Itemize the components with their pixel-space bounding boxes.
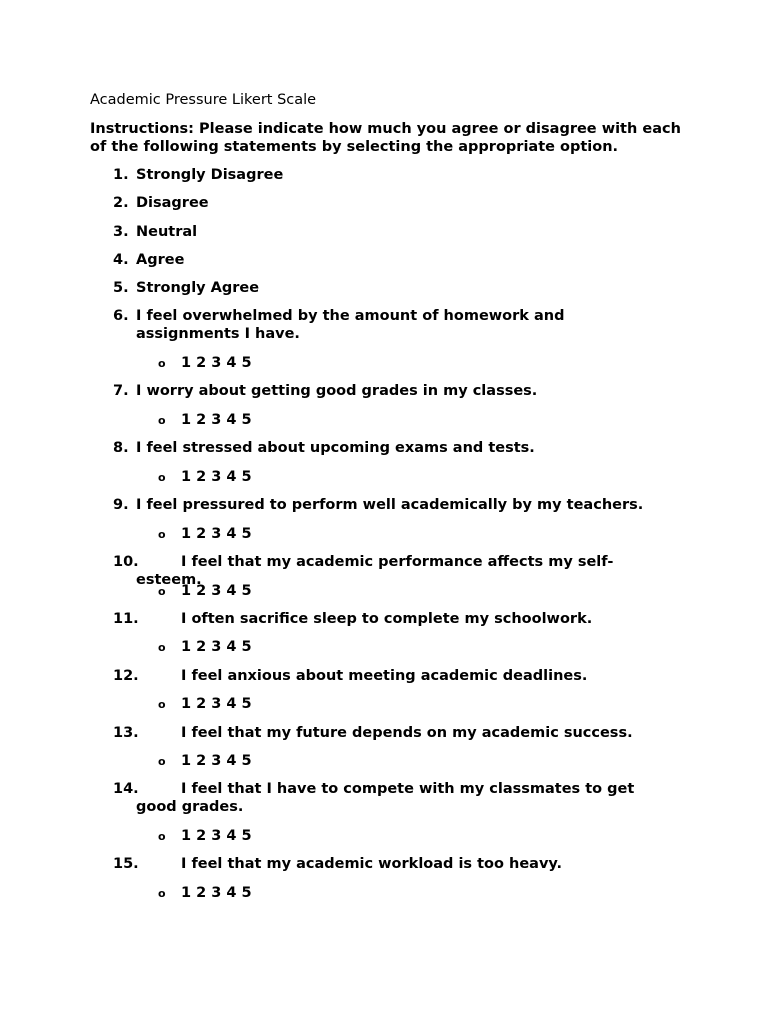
option-label: Disagree (136, 195, 209, 211)
bullet-icon: o (158, 585, 166, 598)
bullet-icon: o (158, 830, 166, 843)
rating-options: 1 2 3 4 5 (181, 753, 252, 769)
list-number: 12. (113, 668, 139, 684)
bullet-icon: o (158, 414, 166, 427)
bullet-icon: o (158, 887, 166, 900)
list-number: 10. (113, 554, 139, 570)
list-number: 11. (113, 611, 139, 627)
statement-text: I feel anxious about meeting academic deadlines. (181, 668, 588, 684)
rating-options: 1 2 3 4 5 (181, 412, 252, 428)
option-label: Agree (136, 252, 185, 268)
rating-options: 1 2 3 4 5 (181, 696, 252, 712)
rating-options: 1 2 3 4 5 (181, 469, 252, 485)
statement-text: I feel pressured to perform well academically by my teachers. (136, 497, 644, 513)
list-number: 4. (113, 252, 129, 268)
option-label: Strongly Agree (136, 280, 260, 296)
statement-text: I feel that my academic performance affects my self-esteem. (136, 554, 614, 588)
statement-text: I worry about getting good grades in my classes. (136, 383, 538, 399)
statement-text: I feel stressed about upcoming exams and tests. (136, 440, 535, 456)
option-label: Neutral (136, 224, 198, 240)
rating-options: 1 2 3 4 5 (181, 828, 252, 844)
list-number: 13. (113, 725, 139, 741)
list-number: 14. (113, 781, 139, 797)
statement-text: I feel overwhelmed by the amount of homework and assignments I have. (136, 308, 565, 342)
list-number: 15. (113, 856, 139, 872)
list-number: 5. (113, 280, 129, 296)
statement-text: I feel that my academic workload is too heavy. (181, 856, 563, 872)
rating-options: 1 2 3 4 5 (181, 639, 252, 655)
list-number: 9. (113, 497, 129, 513)
statement-text: I often sacrifice sleep to complete my schoolwork. (181, 611, 593, 627)
list-number: 1. (113, 167, 129, 183)
rating-options: 1 2 3 4 5 (181, 526, 252, 542)
bullet-icon: o (158, 528, 166, 541)
list-number: 8. (113, 440, 129, 456)
bullet-icon: o (158, 471, 166, 484)
statement-text: I feel that my future depends on my academic success. (181, 725, 633, 741)
rating-options: 1 2 3 4 5 (181, 355, 252, 371)
list-number: 6. (113, 308, 129, 324)
bullet-icon: o (158, 698, 166, 711)
bullet-icon: o (158, 755, 166, 768)
bullet-icon: o (158, 641, 166, 654)
bullet-icon: o (158, 357, 166, 370)
list-number: 7. (113, 383, 129, 399)
list-number: 3. (113, 224, 129, 240)
list-number: 2. (113, 195, 129, 211)
document-title: Academic Pressure Likert Scale (90, 92, 317, 108)
rating-options: 1 2 3 4 5 (181, 885, 252, 901)
option-label: Strongly Disagree (136, 167, 284, 183)
statement-text: I feel that I have to compete with my classmates to get good grades. (136, 781, 635, 815)
rating-options: 1 2 3 4 5 (181, 583, 252, 599)
instructions-text: Instructions: Please indicate how much you agree or disagree with each of the following statements by selecting the appropriate option. (90, 121, 681, 155)
